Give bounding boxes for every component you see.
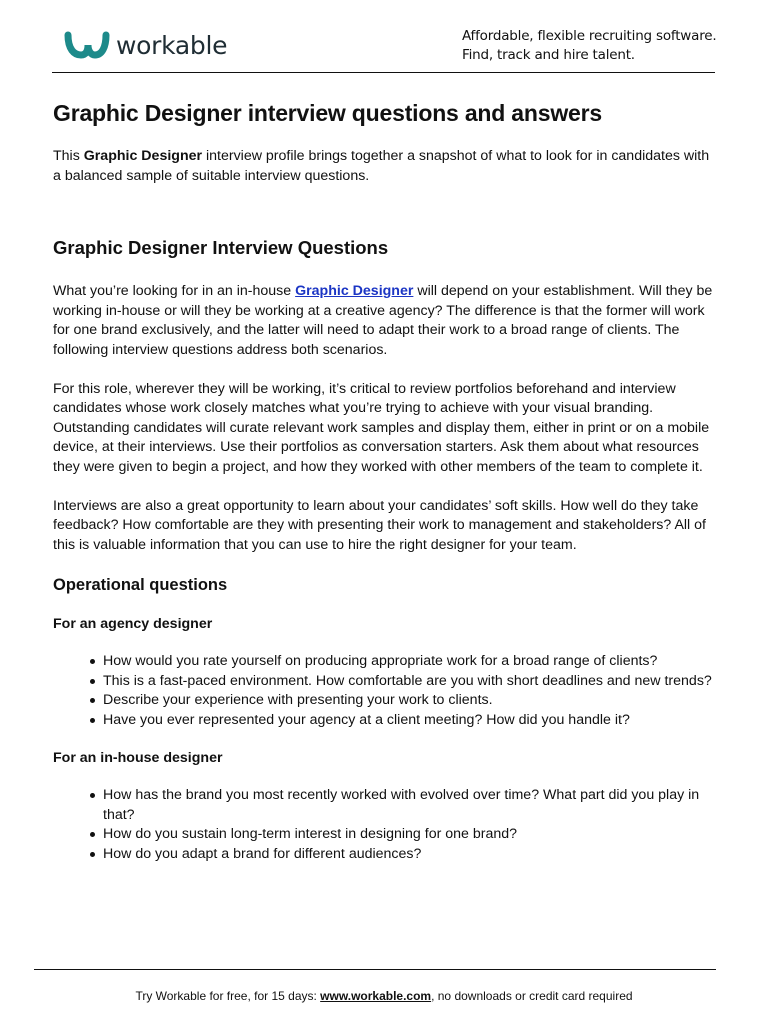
footer-text-after: , no downloads or credit card required bbox=[431, 989, 633, 1003]
paragraph-2: For this role, wherever they will be working, it’s critical to review portfolios beforehand and interview candidates whose work closely matches what you’re trying to achieve with your visual branding. Outstanding candidates will curate relevant work samples and display them, either in print or on a mobile device, at their interviews. Use their portfolios as conversation starters. Ask them about what resources they were given to begin a project, and how they worked with other members of the team to complete it. bbox=[53, 380, 710, 475]
list-item: How do you sustain long-term interest in designing for one brand? bbox=[103, 825, 717, 845]
paragraph-1-after: will depend on your establishment. Will they be working in-house or will they be working at a creative agency? The difference is that the former will work for one brand exclusively, and the latter will need to adapt their work to a broad range of clients. The following interview questions address both scenarios. bbox=[53, 283, 713, 358]
section-heading: Graphic Designer Interview Questions bbox=[53, 237, 389, 258]
inhouse-heading: For an in-house designer bbox=[53, 750, 223, 766]
footer-divider bbox=[34, 969, 716, 970]
paragraph-3: Interviews are also a great opportunity to learn about your candidates’ soft skills. How well do they take feedback? How comfortable are they with presenting their work to management and stakeholders? All of this is valuable information that you can use to hire the right designer for your team. bbox=[53, 497, 706, 553]
logo-text: workable bbox=[116, 30, 228, 60]
list-item: How do you adapt a brand for different audiences? bbox=[103, 845, 717, 865]
paragraph-1-before: What you’re looking for in an in-house bbox=[53, 283, 296, 299]
graphic-designer-link[interactable]: Graphic Designer bbox=[295, 283, 414, 299]
page-footer bbox=[0, 988, 768, 1004]
intro-text-before: This bbox=[53, 148, 84, 164]
list-item: How has the brand you most recently worked with evolved over time? What part did you play in that? bbox=[103, 786, 717, 825]
intro-text-after: interview profile brings together a snapshot of what to look for in candidates with a balanced sample of suitable interview questions. bbox=[53, 148, 710, 184]
article-body bbox=[53, 96, 717, 864]
workable-logo-icon bbox=[64, 31, 110, 59]
tagline-line-1: Affordable, flexible recruiting software. bbox=[462, 28, 717, 44]
workable-website-link[interactable]: www.workable.com bbox=[320, 989, 432, 1003]
subsection-heading: Operational questions bbox=[53, 576, 228, 594]
header-tagline bbox=[462, 27, 716, 65]
list-item: This is a fast-paced environment. How comfortable are you with short deadlines and new trends? bbox=[103, 672, 717, 692]
workable-logo[interactable] bbox=[64, 28, 227, 62]
paragraph-1 bbox=[53, 282, 717, 360]
tagline-line-2: Find, track and hire talent. bbox=[462, 47, 635, 63]
list-item: How would you rate yourself on producing appropriate work for a broad range of clients? bbox=[103, 652, 717, 672]
page-title: Graphic Designer interview questions and answers bbox=[53, 100, 602, 126]
intro-paragraph bbox=[53, 147, 717, 186]
header-divider bbox=[52, 72, 715, 73]
list-item: Describe your experience with presenting your work to clients. bbox=[103, 691, 717, 711]
page-header bbox=[0, 0, 768, 74]
agency-heading: For an agency designer bbox=[53, 616, 213, 632]
inhouse-question-list bbox=[53, 786, 717, 864]
list-item: Have you ever represented your agency at a client meeting? How did you handle it? bbox=[103, 711, 717, 731]
footer-text-before: Try Workable for free, for 15 days: bbox=[135, 989, 321, 1003]
agency-question-list bbox=[53, 652, 717, 730]
intro-bold-role: Graphic Designer bbox=[83, 148, 203, 164]
